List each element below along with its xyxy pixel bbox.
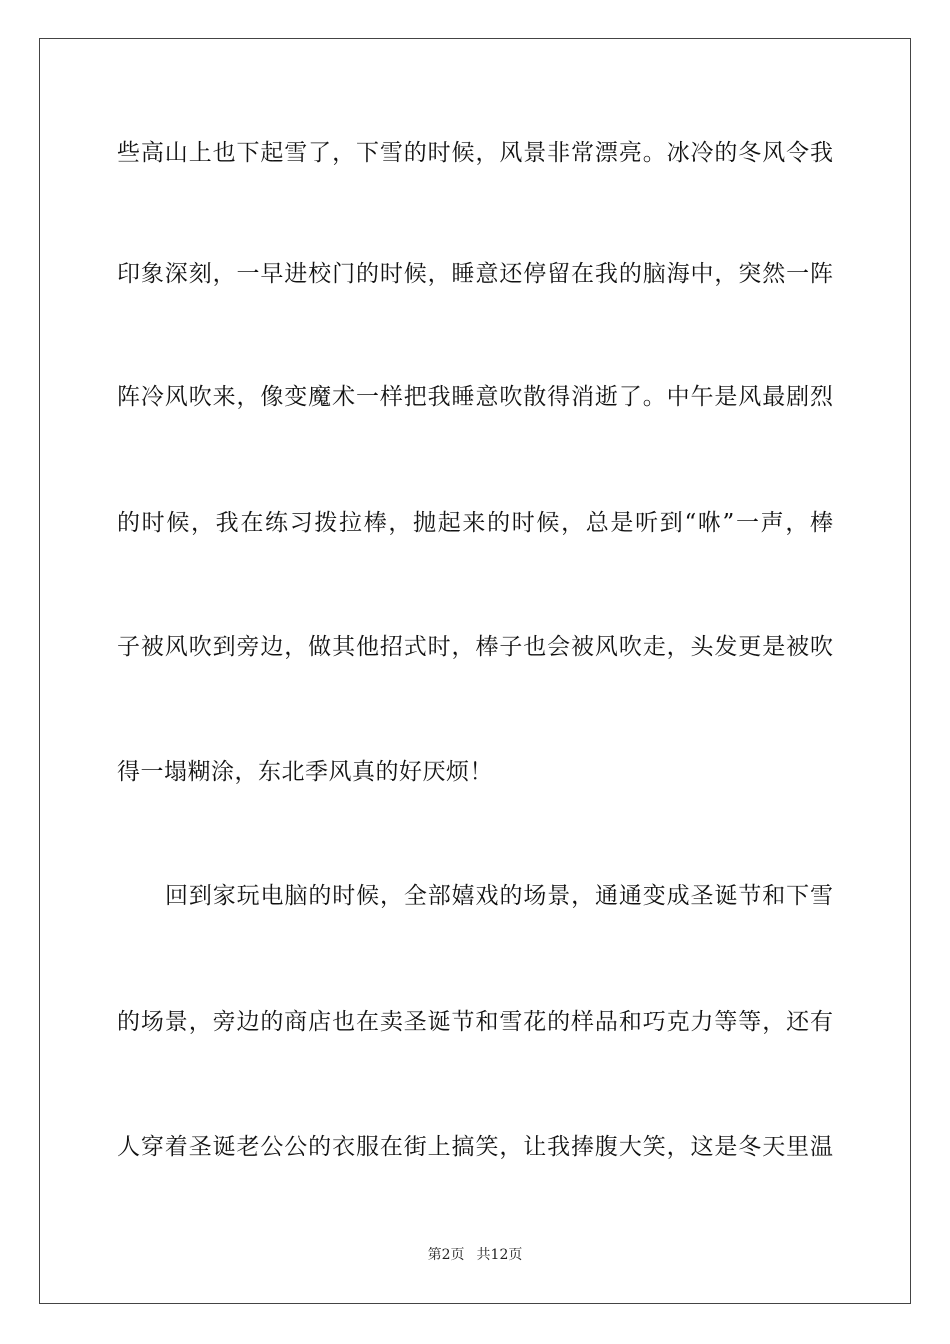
body-line-1: 些高山上也下起雪了，下雪的时候，风景非常漂亮。冰冷的冬风令我 bbox=[117, 140, 833, 166]
body-line-9: 人穿着圣诞老公公的衣服在街上搞笑，让我捧腹大笑，这是冬天里温 bbox=[117, 1134, 833, 1160]
body-line-4: 的时候，我在练习拨拉棒，抛起来的时候，总是听到“咻”一声，棒 bbox=[117, 510, 833, 536]
body-line-7-paragraph-start: 回到家玩电脑的时候，全部嬉戏的场景，通通变成圣诞节和下雪 bbox=[165, 883, 833, 909]
page-border bbox=[39, 38, 911, 1304]
body-line-8: 的场景，旁边的商店也在卖圣诞节和雪花的样品和巧克力等等，还有 bbox=[117, 1009, 833, 1035]
body-line-5: 子被风吹到旁边，做其他招式时，棒子也会被风吹走，头发更是被吹 bbox=[117, 634, 833, 660]
page-number: 第2页 bbox=[427, 1247, 465, 1263]
body-line-3: 阵冷风吹来，像变魔术一样把我睡意吹散得消逝了。中午是风最剧烈 bbox=[117, 384, 833, 410]
body-line-6: 得一塌糊涂，东北季风真的好厌烦！ bbox=[117, 759, 493, 785]
page-footer bbox=[0, 1246, 950, 1264]
body-line-2: 印象深刻，一早进校门的时候，睡意还停留在我的脑海中，突然一阵 bbox=[117, 261, 833, 287]
page-total: 共12页 bbox=[476, 1247, 523, 1263]
